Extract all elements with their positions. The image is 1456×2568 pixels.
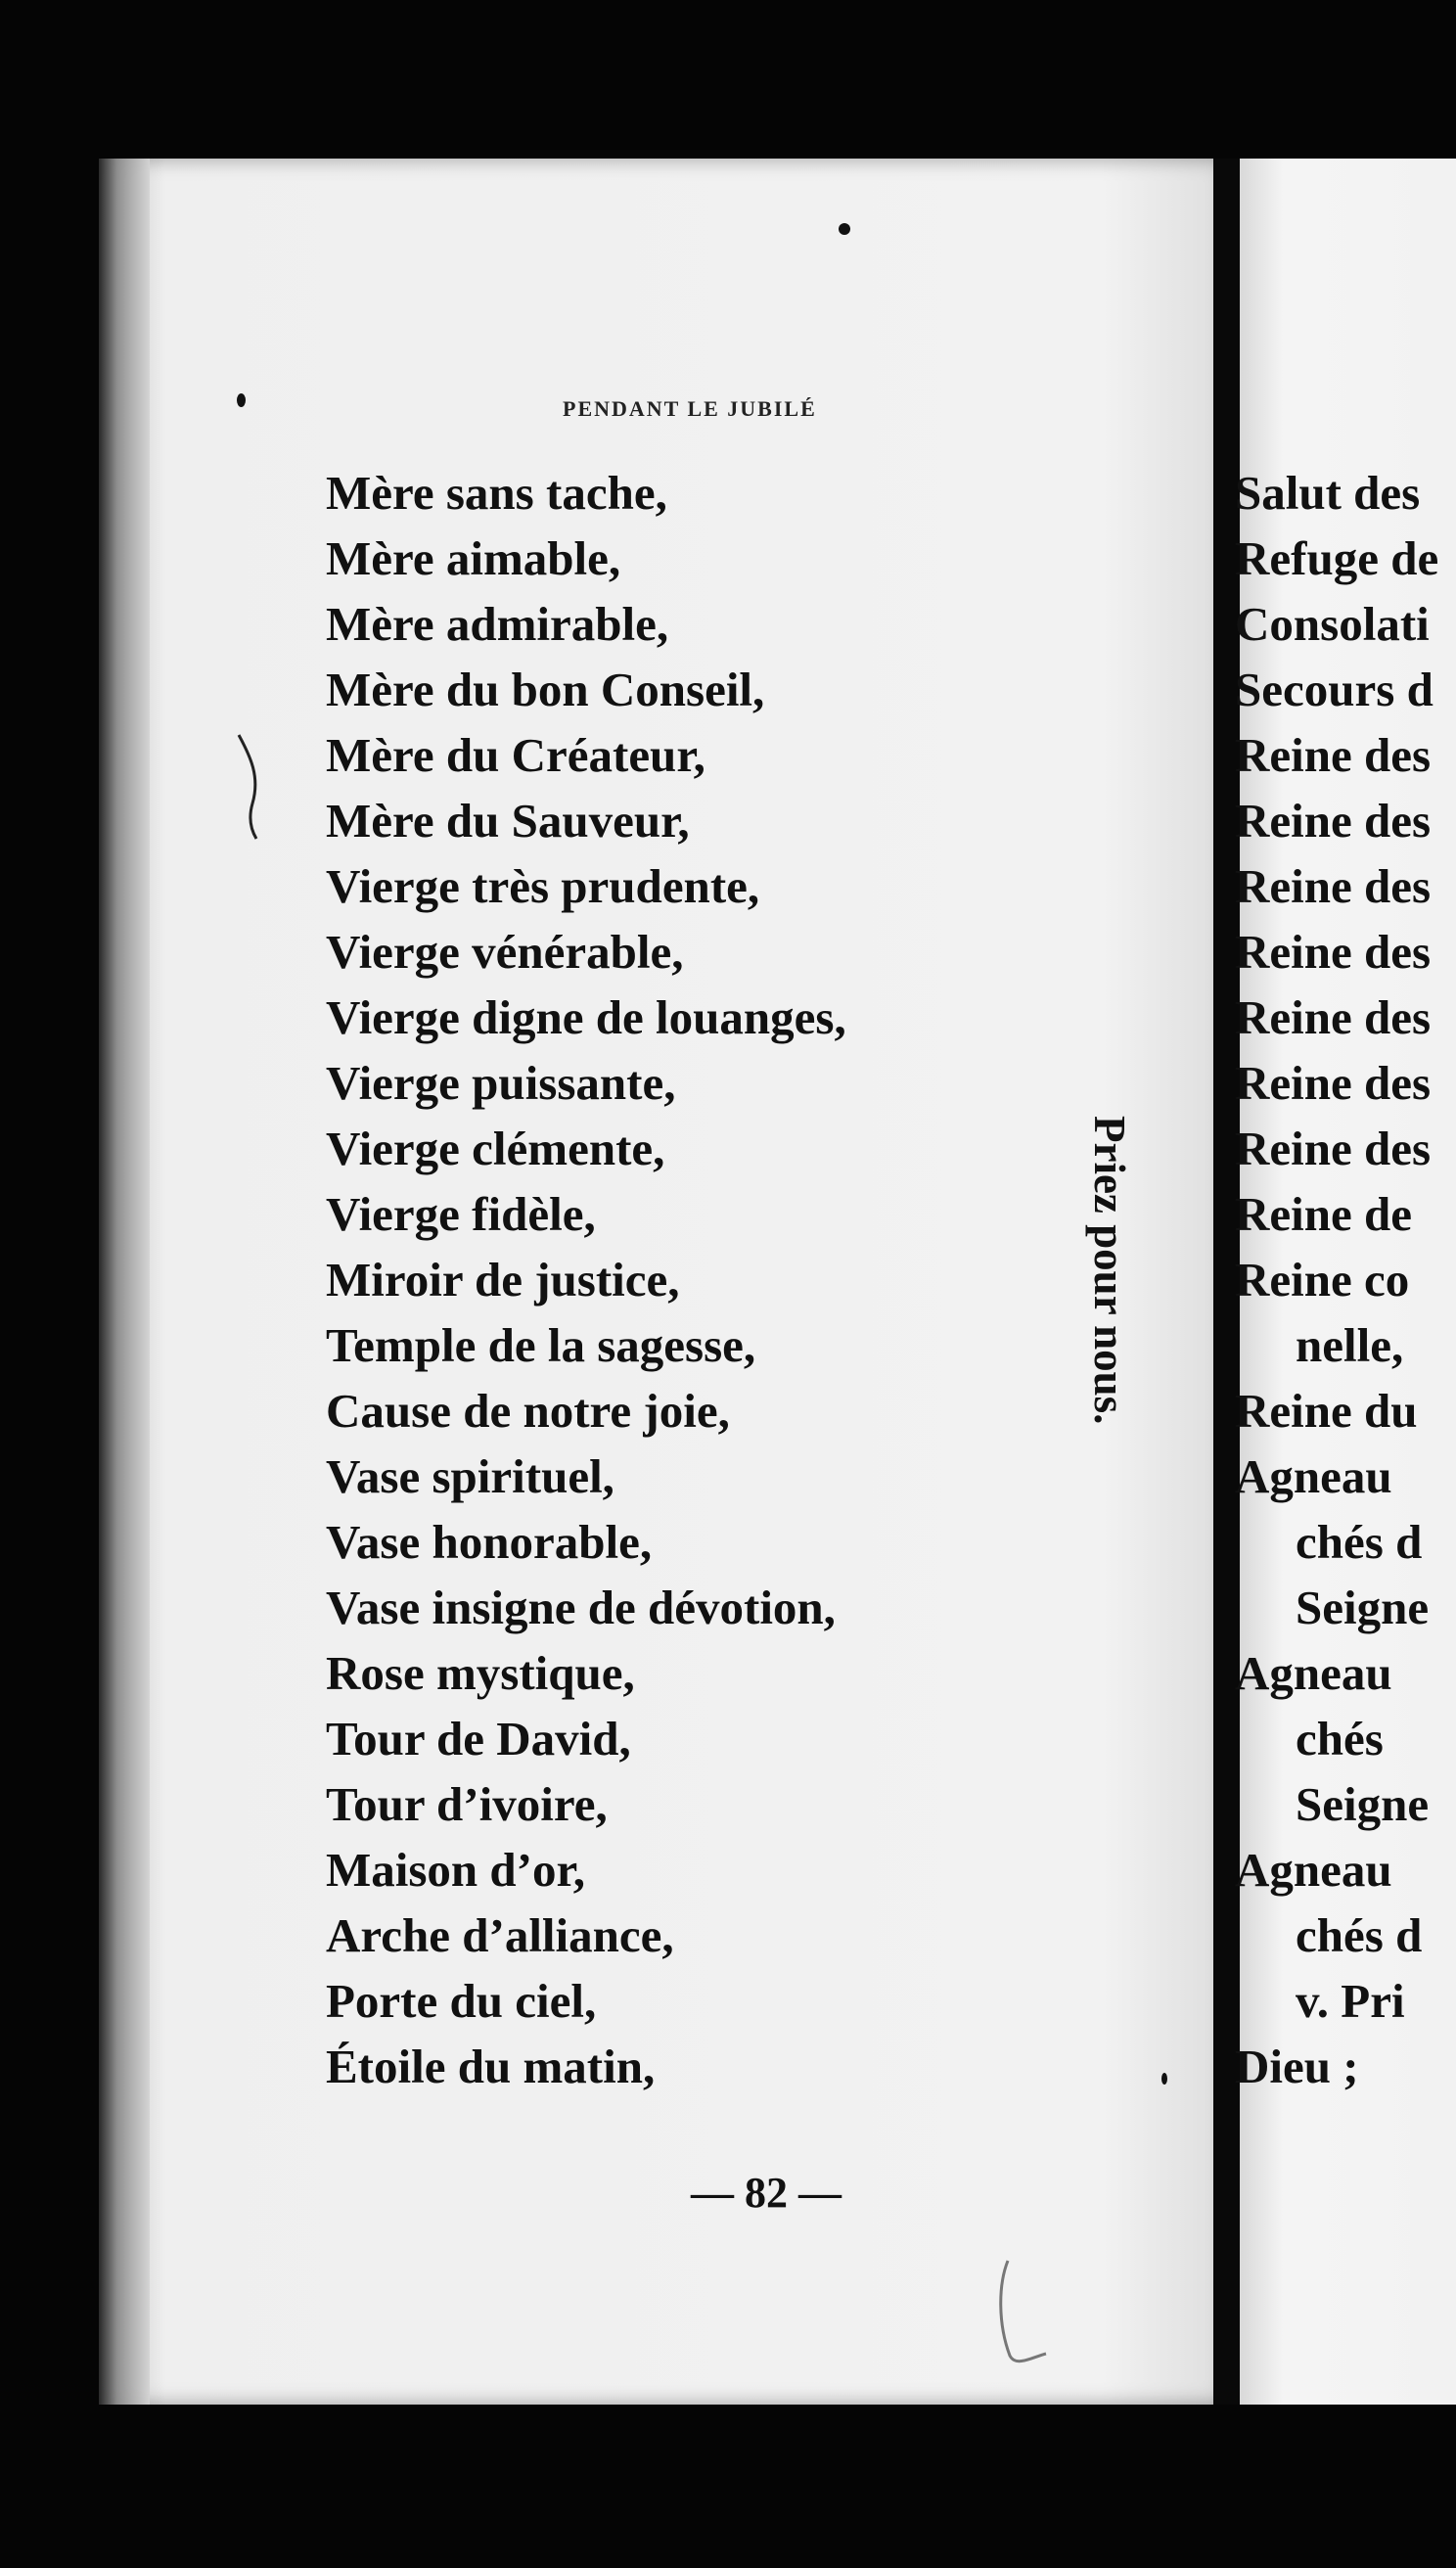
left-page-edge: [99, 159, 150, 2405]
ink-dot: [839, 223, 850, 235]
text-line: Vierge très prudente,: [326, 859, 760, 913]
left-page-text: [326, 460, 1089, 2099]
right-text-line: Reine de: [1235, 1187, 1412, 1241]
text-line: Porte du ciel,: [326, 1974, 597, 2028]
text-line: Étoile du matin,: [326, 2040, 656, 2093]
page-number: — 82 —: [691, 2169, 842, 2217]
text-line: Vierge fidèle,: [326, 1187, 596, 1241]
running-header: PENDANT LE JUBILÉ: [563, 396, 817, 421]
text-line: Mère du Créateur,: [326, 728, 705, 782]
text-line: Cause de notre joie,: [326, 1384, 730, 1438]
text-line: Tour de David,: [326, 1712, 631, 1766]
handwritten-bracket-mark: [233, 727, 272, 845]
text-line: Vierge digne de louanges,: [326, 990, 846, 1044]
text-line: Mère du bon Conseil,: [326, 663, 765, 716]
ink-dot: [1161, 2073, 1167, 2085]
right-text-line: nelle,: [1296, 1318, 1404, 1372]
text-line: Mère admirable,: [326, 597, 669, 651]
right-text-line: Consolati: [1235, 597, 1430, 651]
right-text-line: Agneau: [1235, 1843, 1392, 1897]
text-line: Vierge vénérable,: [326, 925, 684, 979]
text-line: Mère du Sauveur,: [326, 794, 690, 848]
right-text-line: Reine co: [1235, 1253, 1410, 1307]
right-text-line: Reine des: [1235, 728, 1432, 782]
right-text-line: Secours d: [1235, 663, 1433, 716]
right-text-line: Seigne: [1296, 1777, 1430, 1831]
text-line: Vase honorable,: [326, 1515, 653, 1569]
right-text-line: Reine des: [1235, 1056, 1432, 1110]
right-text-line: Reine des: [1235, 925, 1432, 979]
text-line: Tour d’ivoire,: [326, 1777, 608, 1831]
right-text-line: chés d: [1296, 1908, 1423, 1962]
right-text-line: Reine des: [1235, 990, 1432, 1044]
right-page-partial-text: [1235, 460, 1456, 2099]
right-text-line: Reine des: [1235, 794, 1432, 848]
text-line: Rose mystique,: [326, 1646, 635, 1700]
text-line: Maison d’or,: [326, 1843, 586, 1897]
text-line: Mère sans tache,: [326, 466, 667, 520]
right-text-line: Reine des: [1235, 1122, 1432, 1175]
right-text-line: Reine des: [1235, 859, 1432, 913]
handwritten-line-mark: [990, 2256, 1059, 2373]
right-text-line: Seigne: [1296, 1581, 1430, 1634]
right-text-line: Reine du: [1235, 1384, 1418, 1438]
text-line: Arche d’alliance,: [326, 1908, 674, 1962]
right-text-line: v. Pri: [1296, 1974, 1405, 2028]
right-text-line: chés: [1296, 1712, 1384, 1766]
text-line: Vierge clémente,: [326, 1122, 665, 1175]
text-line: Vierge puissante,: [326, 1056, 676, 1110]
text-line: Mère aimable,: [326, 531, 621, 585]
right-text-line: Agneau: [1235, 1646, 1392, 1700]
right-text-line: Salut des: [1235, 466, 1421, 520]
ink-dot: [237, 393, 246, 407]
right-text-line: chés d: [1296, 1515, 1423, 1569]
text-line: Vase spirituel,: [326, 1449, 614, 1503]
text-line: Miroir de justice,: [326, 1253, 680, 1307]
right-text-line: Refuge de: [1235, 531, 1439, 585]
right-text-line: Dieu ;: [1235, 2040, 1359, 2093]
rotated-prayer-note: Priez pour nous.: [1085, 1116, 1134, 1425]
right-text-line: Agneau: [1235, 1449, 1392, 1503]
text-line: Temple de la sagesse,: [326, 1318, 756, 1372]
text-line: Vase insigne de dévotion,: [326, 1581, 836, 1634]
